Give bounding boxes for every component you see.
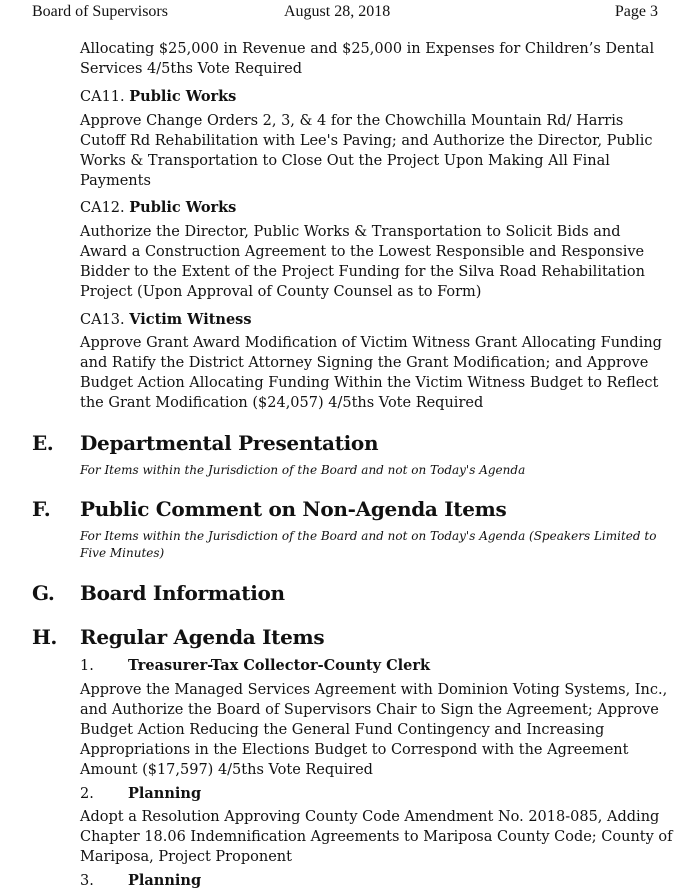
consent-item-heading [80, 87, 236, 107]
section-note: For Items within the Jurisdiction of the Board and not on Today's Agenda (Speakers Limited to Five Minutes) [80, 529, 657, 560]
continued-item-text: Allocating $25,000 in Revenue and $25,000 in Expenses for Children’s Dental Services 4/5ths Vote Required [80, 41, 655, 77]
section-letter: G. [32, 581, 55, 605]
consent-item-number: CA13. [80, 312, 125, 328]
section-letter: E. [32, 431, 54, 455]
section-title: Public Comment on Non-Agenda Items [80, 497, 507, 521]
section-title: Regular Agenda Items [80, 625, 325, 649]
consent-item-department: Public Works [129, 199, 237, 216]
agenda-item-number: 2. [80, 786, 94, 802]
agenda-item-description: Approve the Managed Services Agreement with Dominion Voting Systems, Inc., and Authorize the Board of Supervisors Chair to Sign the Agreement; Approve Budget Action Reducing the General Fund Contingency and Increasing Appropriations in the Elections Budget to Correspond with the Agreement Amount ($17,597) 4/5ths Vote Required [80, 682, 668, 778]
agenda-item-title: Treasurer-Tax Collector-County Clerk [128, 657, 431, 674]
header-date: August 28, 2018 [284, 3, 391, 20]
agenda-item-number: 3. [80, 873, 94, 889]
section-title: Board Information [80, 581, 285, 605]
consent-item-heading [80, 198, 236, 218]
section-title: Departmental Presentation [80, 431, 379, 455]
consent-item-number: CA12. [80, 200, 125, 216]
consent-item-description: Approve Change Orders 2, 3, & 4 for the Chowchilla Mountain Rd/ Harris Cutoff Rd Rehabilitation with Lee's Paving; and Authorize the Director, Public Works & Transportation to Close Out the Project Upon Making All Final Payments [80, 113, 653, 189]
consent-item-description: Authorize the Director, Public Works & Transportation to Solicit Bids and Award a Construction Agreement to the Lowest Responsible and Responsive Bidder to the Extent of the Project Funding for the Silva Road Rehabilitation Project (Upon Approval of County Counsel as to Form) [80, 224, 645, 300]
header-page-number: Page 3 [614, 3, 658, 20]
agenda-item-description: Adopt a Resolution Approving County Code Amendment No. 2018-085, Adding Chapter 18.06 Indemnification Agreements to Mariposa County Code; County of Mariposa, Project Proponent [80, 809, 673, 865]
consent-item-description: Approve Grant Award Modification of Victim Witness Grant Allocating Funding and Ratify the District Attorney Signing the Grant Modification; and Approve Budget Action Allocating Funding Within the Victim Witness Budget to Reflect the Grant Modification ($24,057) 4/5ths Vote Required [80, 335, 662, 411]
agenda-item-number: 1. [80, 658, 94, 674]
section-note: For Items within the Jurisdiction of the Board and not on Today's Agenda [80, 463, 526, 477]
section-letter: H. [32, 625, 57, 649]
consent-item-heading [80, 310, 252, 330]
agenda-item-title: Planning [128, 872, 202, 889]
consent-item-department: Public Works [129, 88, 237, 105]
page-header [32, 3, 658, 23]
consent-item-department: Victim Witness [129, 311, 252, 328]
header-board-name: Board of Supervisors [32, 3, 168, 20]
section-letter: F. [32, 497, 51, 521]
agenda-item-title: Planning [128, 785, 202, 802]
consent-item-number: CA11. [80, 89, 125, 105]
